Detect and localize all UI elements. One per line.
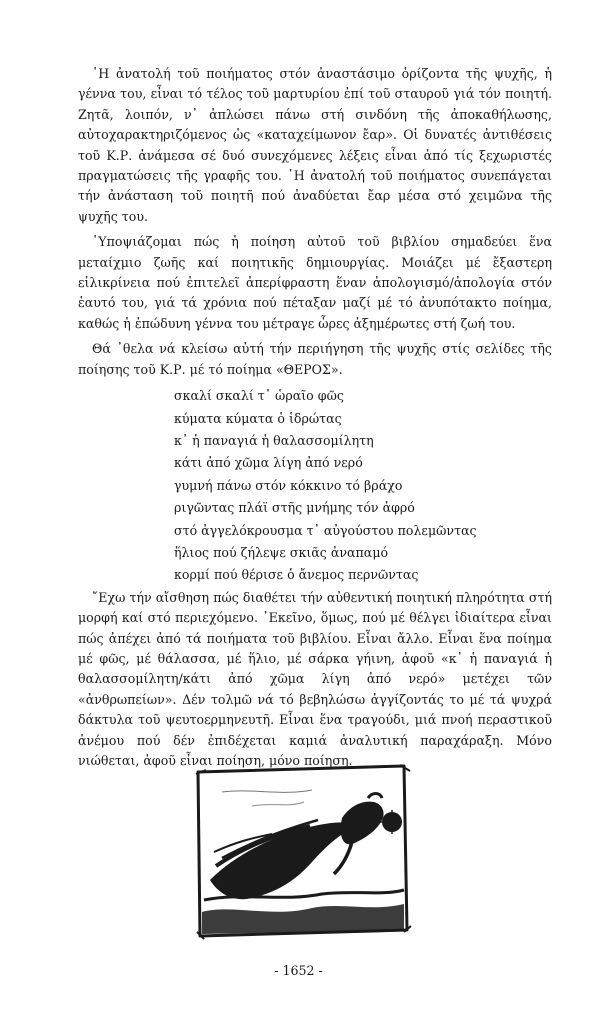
ink-illustration xyxy=(192,762,416,943)
poem-line: γυμνή πάνω στόν κόκκινο τό βράχο xyxy=(174,477,403,493)
paragraph-3: Θά ᾿θελα νά κλείσω αὐτή τήν περιήγηση τῆς ψυχῆς στίς σελίδες τῆς ποίησης τοῦ Κ.Ρ. μέ τό ποίημα «ΘΕΡΟΣ». xyxy=(78,341,552,377)
poem-line: στό ἀγγελόκρουσμα τ᾿ αὐγούστου πολεμῶντας xyxy=(174,522,477,538)
paragraph-1: ῾Η ἀνατολή τοῦ ποιήματος στόν ἀναστάσιμο ὁρίζοντα τῆς ψυχῆς, ἡ γέννα του, εἶναι τό τέλος τοῦ μαρτυρίου ἐπί τοῦ σταυροῦ γιά τόν ποιητή. Ζητᾶ, λοιπόν, ν᾿ ἀπλώσει πάνω στή σινδόνη τῆς ἀποκαθήλωσης, αὐτοχαρακτηριζόμενος ὡς «καταχείμωνον ἔαρ». Οἱ δυνατές ἀντιθέσεις τοῦ Κ.Ρ. ἀνάμεσα σέ δυό συνεχόμενες λέξεις εἶναι ἀπό τίς ξεχωριστές πραγματώσεις τῆς γραφῆς του. ῾Η ἀνατολή τοῦ ποιήματος συνεπάγεται τήν ἀνάσταση τοῦ ποιητῆ πού ἀναδύεται ἔαρ μέσα στό χειμῶνα τῆς ψυχῆς του. xyxy=(78,66,552,224)
paragraph-closing: ῎Εχω τήν αἴσθηση πώς διαθέτει τήν αὐθεντική ποιητική πληρότητα στή μορφή καί στό περιεχόμενο. ᾿Εκεῖνο, ὅμως, πού μέ θέλγει ἰδιαίτερα εἶναι πώς ἀπέχει ἀπό τά ποιήματα τοῦ βιβλίου. Εἶναι ἄλλο. Εἶναι ἕνα ποίημα μέ φῶς, μέ θάλασσα, μέ ἥλιο, μέ σάρκα γήινη, ἀφοῦ «κ᾿ ἡ παναγιά ἡ θαλασσομίλητη/κάτι ἀπό χῶμα λίγη ἀπό νερό» μετέχει τῶν «ἀνθρωπείων». Δέν τολμῶ νά τό βεβηλώσω ἀγγίζοντάς το μέ τά ψυχρά δάκτυλα τοῦ ψευτοερμηνευτῆ. Εἶναι ἕνα τραγούδι, μιά πνοή περαστικοῦ ἀνέμου πού δέν ἐπιδέχεται καμιά ἀναλυτική παραχάραξη. Μόνο νιώθεται, ἀφοῦ εἶναι ποίηση, μόνο ποίηση. xyxy=(78,589,552,768)
poem-line: κάτι ἀπό χῶμα λίγη ἀπό νερό xyxy=(174,455,363,471)
poem-line: ριγῶντας πλάϊ στῆς μνήμης τόν ἀφρό xyxy=(174,500,415,516)
paragraph-2: ῾Υποψιάζομαι πώς ἡ ποίηση αὐτοῦ τοῦ βιβλίου σημαδεύει ἕνα μεταίχμιο ζωῆς καί ποιητικῆς δημιουργίας. Μοιάζει μέ ἔξαστερη εἰλικρίνεια πού ἐπιτελεῖ ἀπερίφραστη ἕναν ἀπολογισμό/ἀπολογία στόν ἑαυτό του, γιά τά χρόνια πού πέταξαν μαζί μέ τό ἀνυπότακτο ποίημα, καθώς ἡ ἐπώδυνη γέννα του μέτραγε ὧρες ἀξημέρωτες στή ζωή του. xyxy=(78,234,552,331)
poem-line: ἥλιος πού ζήλεψε σκιᾶς ἀναπαμό xyxy=(174,544,389,560)
poem-line: κορμί πού θέρισε ὁ ἄνεμος περνῶντας xyxy=(174,567,419,583)
page-number: - 1652 - xyxy=(274,963,323,978)
page-body xyxy=(78,64,552,771)
poem-line: σκαλί σκαλί τ᾿ ὡραῖο φῶς xyxy=(174,388,344,404)
poem-theros xyxy=(174,385,552,587)
poem-line: κ᾿ ἡ παναγιά ἡ θαλασσομίλητη xyxy=(174,432,374,448)
poem-line: κύματα κύματα ὁ ἱδρώτας xyxy=(174,410,342,426)
